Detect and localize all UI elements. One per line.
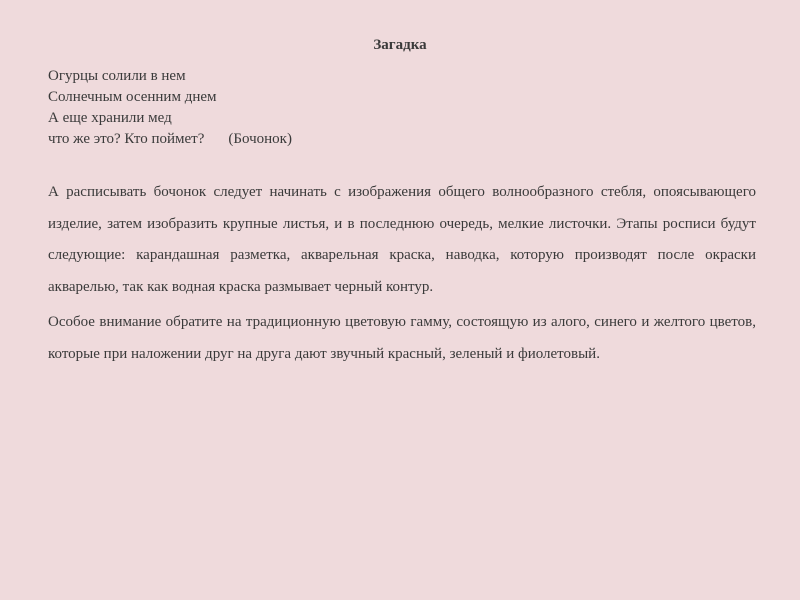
- riddle-answer: (Бочонок): [228, 131, 292, 147]
- poem-line-2: Солнечным осенним днем: [48, 89, 217, 105]
- riddle-poem: [48, 66, 748, 150]
- body-text: [48, 177, 756, 370]
- poem-question: что же это? Кто поймет?: [48, 131, 205, 147]
- paragraph-painting-steps: А расписывать бочонок следует начинать с изображения общего волнообразного стебля, опоясывающего изделие, затем изобразить крупные листья, и в последнюю очередь, мелкие листочки. Этапы росписи будут следующие: карандашная разметка, акварельная краска, наводка, которую производят после окраски акварелью, так как водная краска размывает черный контур.: [48, 184, 756, 295]
- poem-line-3: А еще хранили мед: [48, 110, 172, 126]
- riddle-title: Загадка: [373, 37, 427, 53]
- poem-line-1: Огурцы солили в нем: [48, 68, 186, 84]
- paragraph-color-scheme: Особое внимание обратите на традиционную цветовую гамму, состоящую из алого, синего и желтого цветов, которые при наложении друг на друга дают звучный красный, зеленый и фиолетовый.: [48, 314, 756, 362]
- poem-line-4: [48, 129, 748, 150]
